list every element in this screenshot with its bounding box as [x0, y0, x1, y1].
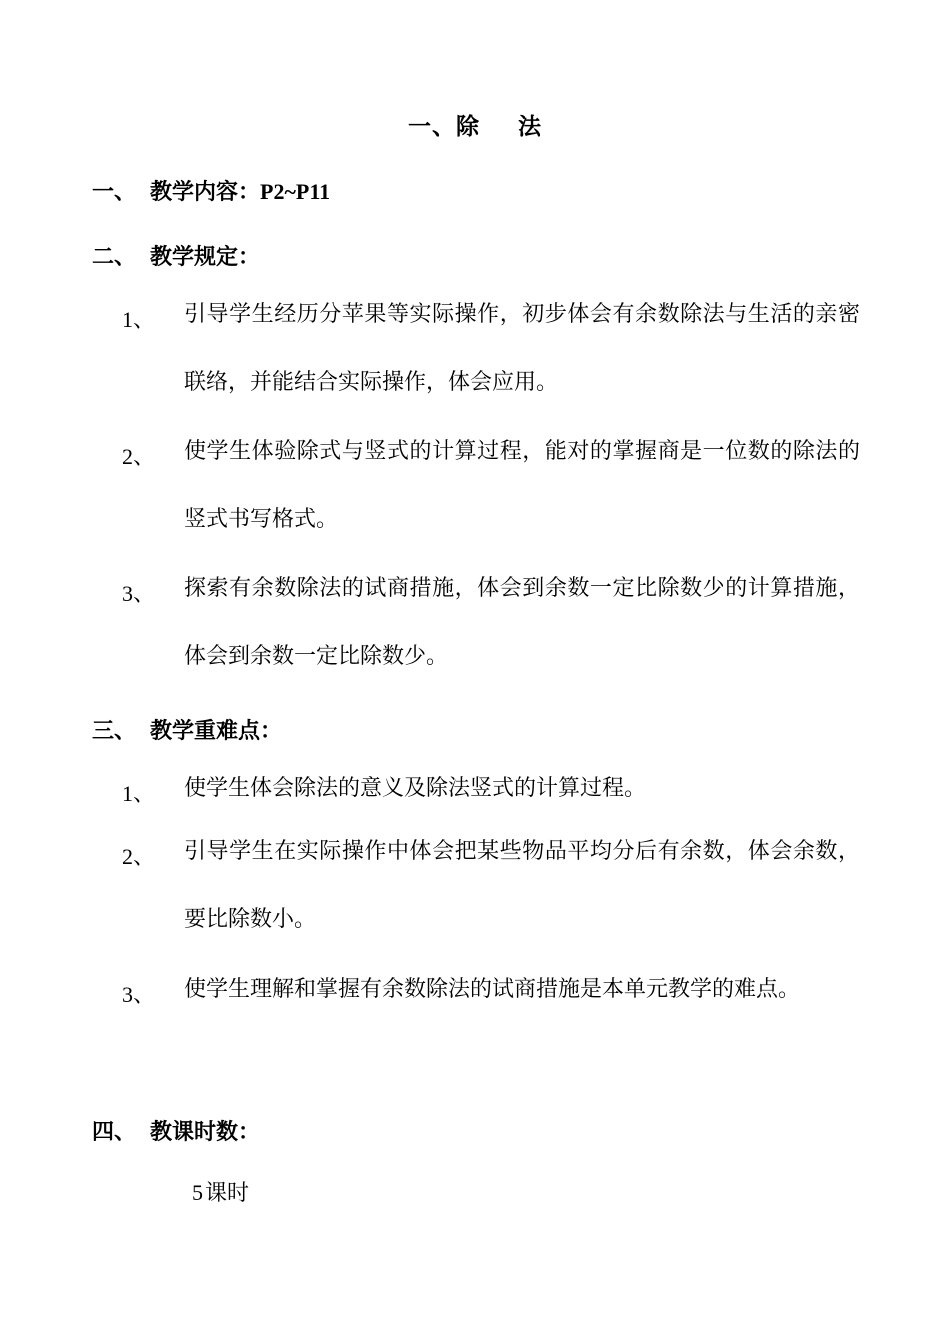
section-number: 一、	[92, 179, 137, 205]
item-number: 2、	[122, 844, 156, 869]
item-text: 使学生理解和掌握有余数除法的试商措施是本单元教学的难点。	[184, 977, 801, 1002]
item-text: 使学生体会除法的意义及除法竖式的计算过程。	[184, 776, 647, 801]
item-text: 探索有余数除法的试商措施，体会到余数一定比除数少的计算措施，体会到余数一定比除数少。	[184, 576, 860, 669]
item-number: 3、	[122, 982, 156, 1007]
hours-value: 5	[192, 1180, 203, 1205]
item-text: 引导学生在实际操作中体会把某些物品平均分后有余数，体会余数，要比除数小。	[184, 839, 860, 932]
page-title	[0, 108, 950, 141]
section-heading-key-points	[92, 714, 282, 745]
section-number: 四、	[92, 1119, 137, 1145]
section-heading-content	[92, 175, 330, 206]
section-label: 教学内容：	[150, 179, 261, 205]
item-text: 使学生体验除式与竖式的计算过程，能对的掌握商是一位数的除法的竖式书写格式。	[184, 439, 860, 532]
item-number: 3、	[122, 581, 156, 606]
item-number: 1、	[122, 307, 156, 332]
section-heading-hours	[92, 1115, 260, 1146]
hours-unit: 课时	[205, 1181, 250, 1206]
title-part1: 一、除	[408, 113, 480, 140]
title-part2: 法	[518, 113, 542, 140]
section-extra: P2~P11	[260, 179, 331, 204]
class-hours	[192, 1176, 249, 1207]
item-number: 2、	[122, 444, 156, 469]
section-label: 教学重难点：	[150, 718, 283, 744]
section-number: 三、	[92, 718, 137, 744]
section-number: 二、	[92, 244, 137, 270]
item-text: 引导学生经历分苹果等实际操作，初步体会有余数除法与生活的亲密联络，并能结合实际操作，体会应用。	[184, 302, 860, 395]
section-heading-requirements	[92, 240, 260, 271]
section-label: 教课时数：	[150, 1119, 261, 1145]
item-number: 1、	[122, 781, 156, 806]
section-label: 教学规定：	[150, 244, 261, 270]
